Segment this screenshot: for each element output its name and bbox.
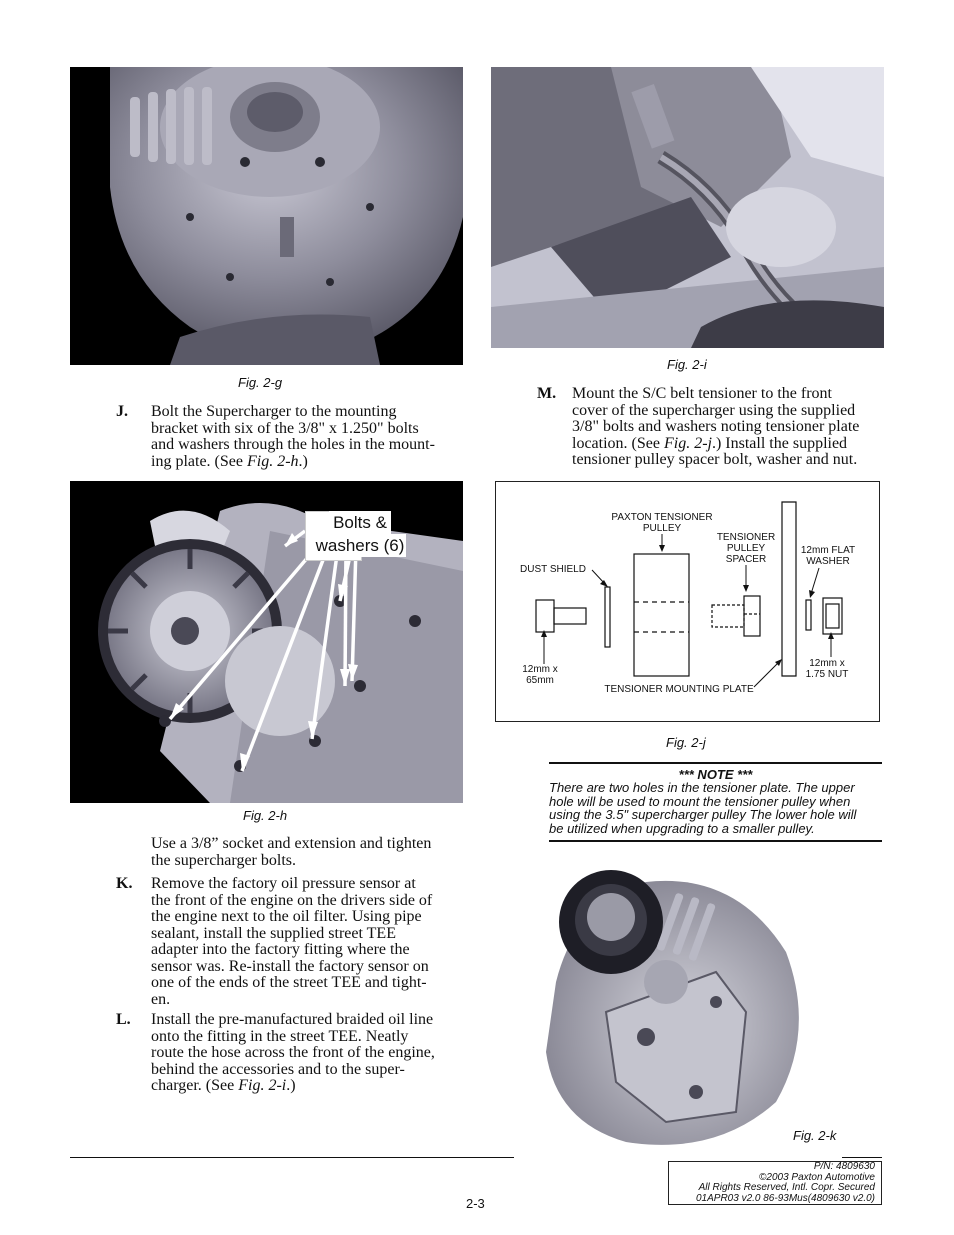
fig-2-i-reference: Fig. 2-i [238,1077,287,1094]
svg-text:WASHER: WASHER [806,556,850,567]
fig-2-g-caption: Fig. 2-g [238,375,283,390]
fig-2-i-photo [491,67,884,348]
step-j-text: Bolt the Supercharger to the mounting bracket with six of the 3/8" x 1.250" bolts and washers through the holes in the mount- ing plate. (See Fig. 2-h.) [151,403,435,470]
step-k-text: Remove the factory oil pressure sensor at the front of the engine on the drivers side of the engine next to the oil filter. Using pipe sealant, install the supplied street TEE adapter into the factory fitting where the sensor was. Re-install the factory sensor on one of the ends of the street TEE and tight- en. [151,875,433,1008]
step-m-label: M. [537,385,557,402]
svg-text:1.75 NUT: 1.75 NUT [805,669,849,680]
fig-2-g-photo [70,67,463,365]
step-m [537,386,887,471]
fig-2-k-caption: Fig. 2-k [793,1128,837,1143]
bolts-washers-callout-text: Bolts & washers (6) [315,513,405,555]
note-top-rule [549,762,882,764]
footer-rule-left [70,1157,514,1158]
step-l [116,1012,466,1097]
nut-label: 12mm x [809,658,845,669]
svg-text:65mm: 65mm [526,675,554,686]
footer-rule-right [842,1157,882,1158]
step-l-label: L. [116,1011,131,1028]
diagram-parts [536,502,842,676]
svg-text:PULLEY: PULLEY [642,523,682,534]
step-j-label: J. [116,403,128,420]
spacer-label: TENSIONER [716,532,776,543]
dust-shield-label: DUST SHIELD [520,564,586,575]
flat-washer-label: 12mm FLAT [800,545,856,556]
fig-2-h-caption: Fig. 2-h [243,808,288,823]
fig-2-i-caption: Fig. 2-i [667,357,707,372]
note-bottom-rule [549,840,882,842]
paxton-pulley-label: PAXTON TENSIONER [611,512,713,523]
footer-copyright-box: P/N: 4809630 ©2003 Paxton Automotive All Rights Reserved, Intl. Copr. Secured 01APR03 v2.0 86-93Mus(4809630 v2.0) [668,1161,882,1205]
bolt-label: 12mm x [522,664,558,675]
step-socket: Use a 3/8” socket and extension and tighten the supercharger bolts. [151,835,432,869]
svg-text:PULLEY: PULLEY [726,543,766,554]
mounting-plate-label: TENSIONER MOUNTING PLATE [604,684,754,695]
note-body: There are two holes in the tensioner plate. The upper hole will be used to mount the tensioner pulley when using the 3.5" supercharger pulley The lower hole will be utilized when upgrading to a smaller pulley. [549,780,857,836]
fig-2-h-reference: Fig. 2-h [246,452,299,470]
svg-text:SPACER: SPACER [725,554,767,565]
fig-2-k-photo [516,862,816,1156]
step-l-text: Install the pre-manufactured braided oil line onto the fitting in the street TEE. Neatly route the hose across the front of the engine, behind the accessories and to the super- charger. (See Fig. 2-i.) [151,1011,435,1094]
step-k [116,876,466,1011]
fig-2-j-caption: Fig. 2-j [666,735,706,750]
fig-2-j-reference: Fig. 2-j [663,434,712,452]
note-title: *** NOTE *** [678,767,753,782]
step-j [116,404,466,474]
step-k-label: K. [116,875,133,892]
page-number: 2-3 [466,1196,485,1211]
fig-2-j-diagram [495,481,880,722]
step-m-text: Mount the S/C belt tensioner to the front cover of the supercharger using the supplied 3/8" bolts and washers noting tensioner plate location. (See Fig. 2-j.) Install the supplied tensioner pulley spacer bolt, washer and nut. [572,385,860,468]
